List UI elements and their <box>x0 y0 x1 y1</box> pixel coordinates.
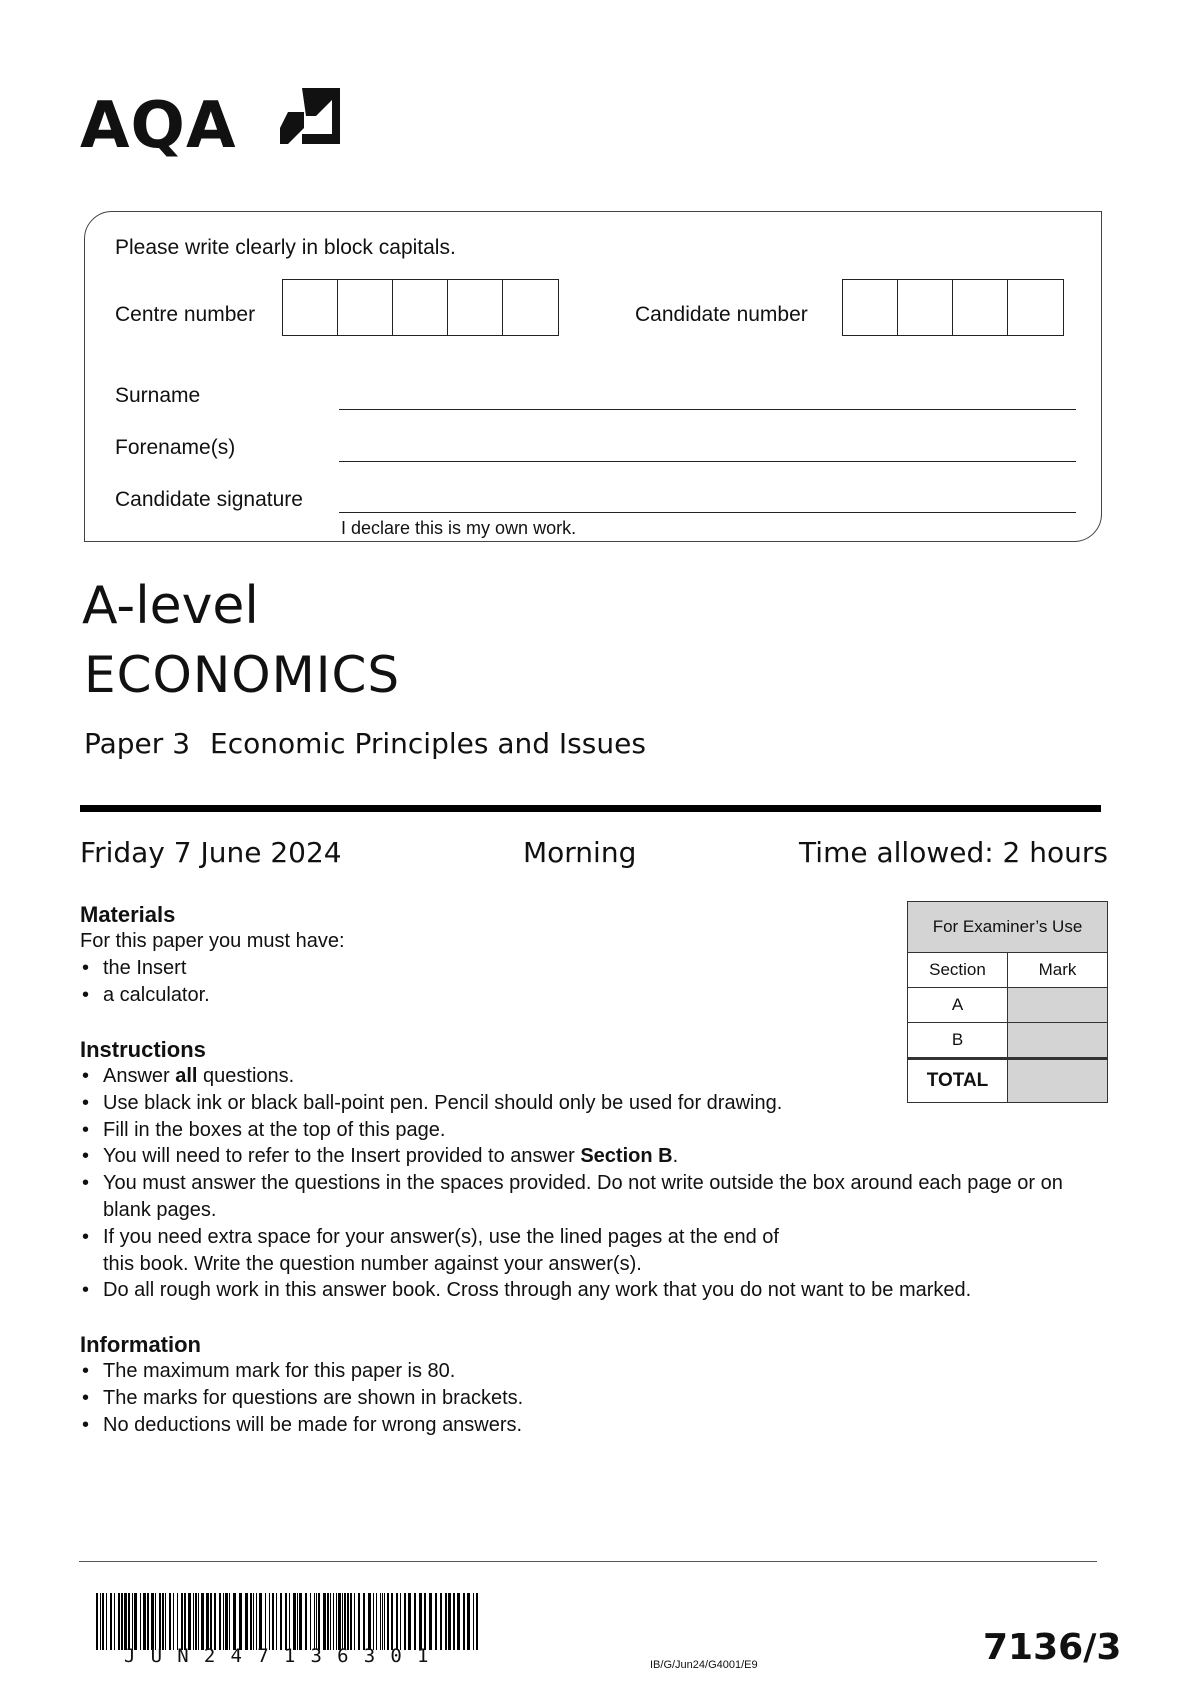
list-item: • You will need to refer to the Insert provided to answer Section B. <box>80 1143 1100 1170</box>
barcode-bar <box>256 1593 257 1650</box>
centre-number-boxes[interactable] <box>282 279 559 336</box>
barcode-bar <box>414 1593 416 1650</box>
barcode-bar <box>265 1593 266 1650</box>
barcode-bar <box>440 1593 442 1650</box>
barcode-bar <box>463 1593 465 1650</box>
centre-number-digit-box[interactable] <box>338 280 393 335</box>
barcode-bar <box>408 1593 411 1650</box>
table-header-row <box>908 953 1107 988</box>
list-item: • You must answer the questions in the spaces provided. Do not write outside the box around each page or on blank pages. <box>80 1170 1100 1224</box>
barcode-bar <box>124 1593 127 1650</box>
barcode-bar <box>285 1593 287 1650</box>
barcode-bar <box>344 1593 346 1650</box>
signature-line[interactable] <box>339 512 1076 513</box>
barcode-bar <box>233 1593 236 1650</box>
centre-number-digit-box[interactable] <box>503 280 558 335</box>
barcode-bar <box>316 1593 317 1650</box>
list-item: • Answer all questions. <box>80 1063 1100 1090</box>
candidate-number-digit-box[interactable] <box>1008 280 1063 335</box>
paper-name: Economic Principles and Issues <box>210 727 646 760</box>
barcode-bar <box>330 1593 331 1650</box>
barcode-bar <box>253 1593 254 1650</box>
barcode-bar <box>384 1593 385 1650</box>
barcode-bar <box>424 1593 426 1650</box>
barcode-bar <box>198 1593 199 1650</box>
barcode-bar <box>289 1593 290 1650</box>
barcode-bar <box>229 1593 230 1650</box>
barcode-bar <box>457 1593 460 1650</box>
barcode-bar <box>305 1593 307 1650</box>
surname-label: Surname <box>115 384 201 407</box>
barcode-bar <box>106 1593 107 1650</box>
information-list <box>80 1358 880 1438</box>
barcode-bar <box>239 1593 242 1650</box>
barcode-bar <box>473 1593 474 1650</box>
barcode-bar <box>219 1593 221 1650</box>
barcode-bar <box>155 1593 156 1650</box>
barcode-bar <box>336 1593 337 1650</box>
barcode-bar <box>373 1593 374 1650</box>
instructions-heading: Instructions <box>80 1037 206 1062</box>
barcode-bar <box>404 1593 406 1650</box>
qualification-level: A-level <box>82 576 259 636</box>
barcode-bar <box>121 1593 123 1650</box>
barcode-bar <box>350 1593 352 1650</box>
mark-cell <box>1008 1023 1107 1057</box>
barcode-bar <box>147 1593 149 1650</box>
barcode-bar <box>333 1593 334 1650</box>
barcode-bar <box>382 1593 383 1650</box>
barcode-bar <box>169 1593 171 1650</box>
aqa-logo <box>80 88 360 188</box>
barcode-bar <box>448 1593 451 1650</box>
centre-number-digit-box[interactable] <box>448 280 503 335</box>
signature-label: Candidate signature <box>115 488 303 511</box>
barcode-bar <box>358 1593 360 1650</box>
barcode-bar <box>299 1593 302 1650</box>
barcode-bar <box>400 1593 401 1650</box>
forename-line[interactable] <box>339 461 1076 462</box>
barcode-bar <box>177 1593 178 1650</box>
candidate-number-digit-box[interactable] <box>953 280 1008 335</box>
document-reference: IB/G/Jun24/G4001/E9 <box>650 1659 758 1671</box>
barcode-bar <box>134 1593 137 1650</box>
barcode-bar <box>323 1593 326 1650</box>
barcode-bar <box>118 1593 120 1650</box>
centre-number-digit-box[interactable] <box>283 280 338 335</box>
barcode-bar <box>327 1593 329 1650</box>
barcode-bar <box>376 1593 377 1650</box>
materials-heading: Materials <box>80 902 176 927</box>
declaration-text: I declare this is my own work. <box>341 518 577 538</box>
barcode-bar <box>368 1593 371 1650</box>
barcode-bar <box>143 1593 146 1650</box>
barcode-bar <box>445 1593 447 1650</box>
barcode-bar <box>165 1593 166 1650</box>
barcode-bar <box>380 1593 381 1650</box>
barcode-bar <box>195 1593 197 1650</box>
materials-intro: For this paper you must have: <box>80 930 345 952</box>
barcode-bar <box>140 1593 141 1650</box>
barcode-bar <box>318 1593 320 1650</box>
candidate-number-label: Candidate number <box>635 303 808 326</box>
barcode-bar <box>272 1593 274 1650</box>
barcode-bar <box>391 1593 393 1650</box>
mark-cell <box>1008 988 1107 1022</box>
barcode-bar <box>206 1593 209 1650</box>
paper-number: Paper 3 <box>84 727 191 760</box>
section-column-header: Section <box>908 953 1008 987</box>
section-cell: B <box>908 1023 1008 1057</box>
barcode-bar <box>210 1593 212 1650</box>
time-allowed: Time allowed: 2 hours <box>799 836 1108 869</box>
barcode-bar <box>453 1593 455 1650</box>
barcode-bar <box>188 1593 191 1650</box>
aqa-leaf-icon <box>280 88 340 150</box>
barcode-bar <box>387 1593 389 1650</box>
barcode-bar <box>476 1593 478 1650</box>
barcode-bar <box>342 1593 343 1650</box>
list-item: • a calculator. <box>80 982 780 1009</box>
barcode-bar <box>181 1593 183 1650</box>
barcode-bar <box>159 1593 161 1650</box>
barcode-bar <box>467 1593 470 1650</box>
paper-code: 7136/3 <box>983 1627 1122 1668</box>
barcode-bar <box>396 1593 398 1650</box>
logo-text: AQA <box>80 89 237 163</box>
total-row <box>908 1058 1107 1102</box>
barcode-bar <box>363 1593 365 1650</box>
candidate-number-digit-box[interactable] <box>898 280 953 335</box>
total-mark-cell <box>1008 1060 1107 1102</box>
barcode-bar <box>162 1593 164 1650</box>
section-cell: A <box>908 988 1008 1022</box>
block-capitals-instruction: Please write clearly in block capitals. <box>115 236 456 259</box>
barcode-bar <box>96 1593 98 1650</box>
list-item: • Do all rough work in this answer book. Cross through any work that you do not want to be marked. <box>80 1277 1100 1304</box>
barcode-bar <box>338 1593 341 1650</box>
barcode-bar <box>214 1593 216 1650</box>
footer-divider <box>79 1561 1097 1562</box>
barcode-bar <box>173 1593 174 1650</box>
exam-date: Friday 7 June 2024 <box>80 836 342 869</box>
mark-column-header: Mark <box>1038 960 1077 979</box>
barcode-bar <box>269 1593 270 1650</box>
barcode-bar <box>128 1593 130 1650</box>
information-heading: Information <box>80 1332 201 1357</box>
total-label: TOTAL <box>908 1060 1008 1102</box>
list-item: • Fill in the boxes at the top of this page. <box>80 1117 1100 1144</box>
barcode-bar <box>419 1593 422 1650</box>
list-item: • The marks for questions are shown in brackets. <box>80 1385 880 1412</box>
barcode-bar <box>102 1593 104 1650</box>
barcode-bar <box>310 1593 311 1650</box>
barcode-bar <box>297 1593 298 1650</box>
exam-session: Morning <box>523 836 637 869</box>
title-divider <box>80 805 1101 812</box>
barcode-image <box>96 1593 480 1650</box>
materials-list <box>80 955 780 1009</box>
forename-label: Forename(s) <box>115 436 236 459</box>
barcode-bar <box>314 1593 315 1650</box>
barcode-bar <box>280 1593 282 1650</box>
barcode-bar <box>151 1593 154 1650</box>
surname-line[interactable] <box>339 409 1076 410</box>
barcode-bar <box>429 1593 432 1650</box>
barcode-bar <box>201 1593 204 1650</box>
barcode-bar <box>276 1593 277 1650</box>
subject-title: ECONOMICS <box>84 646 401 704</box>
examiners-use-title: For Examiner’s Use <box>908 902 1107 953</box>
list-item: • Use black ink or black ball-point pen. Pencil should only be used for drawing. <box>80 1090 1100 1117</box>
barcode-number: JUN247136301 <box>124 1645 444 1667</box>
barcode-bar <box>250 1593 252 1650</box>
barcode-bar <box>132 1593 133 1650</box>
barcode-bar <box>354 1593 355 1650</box>
barcode-bar <box>259 1593 262 1650</box>
barcode-bar <box>225 1593 228 1650</box>
candidate-number-digit-box[interactable] <box>843 280 898 335</box>
barcode-bar <box>223 1593 224 1650</box>
list-item: • the Insert <box>80 955 780 982</box>
barcode-bar <box>435 1593 437 1650</box>
barcode-bar <box>193 1593 194 1650</box>
paper-title <box>84 727 646 760</box>
barcode-bar <box>100 1593 101 1650</box>
examiners-use-table <box>907 901 1108 1103</box>
barcode-bar <box>110 1593 112 1650</box>
table-row <box>908 988 1107 1023</box>
barcode-bar <box>347 1593 349 1650</box>
barcode-bar <box>184 1593 186 1650</box>
list-item: • The maximum mark for this paper is 80. <box>80 1358 880 1385</box>
list-item: • If you need extra space for your answer(s), use the lined pages at the end of this book. Write the question number against your answer(s). <box>80 1224 1100 1278</box>
barcode-bar <box>293 1593 296 1650</box>
barcode-bar <box>114 1593 115 1650</box>
centre-number-label: Centre number <box>115 303 256 326</box>
candidate-number-boxes[interactable] <box>842 279 1064 336</box>
table-row <box>908 1023 1107 1058</box>
list-item: • No deductions will be made for wrong answers. <box>80 1412 880 1439</box>
centre-number-digit-box[interactable] <box>393 280 448 335</box>
barcode-bar <box>245 1593 248 1650</box>
